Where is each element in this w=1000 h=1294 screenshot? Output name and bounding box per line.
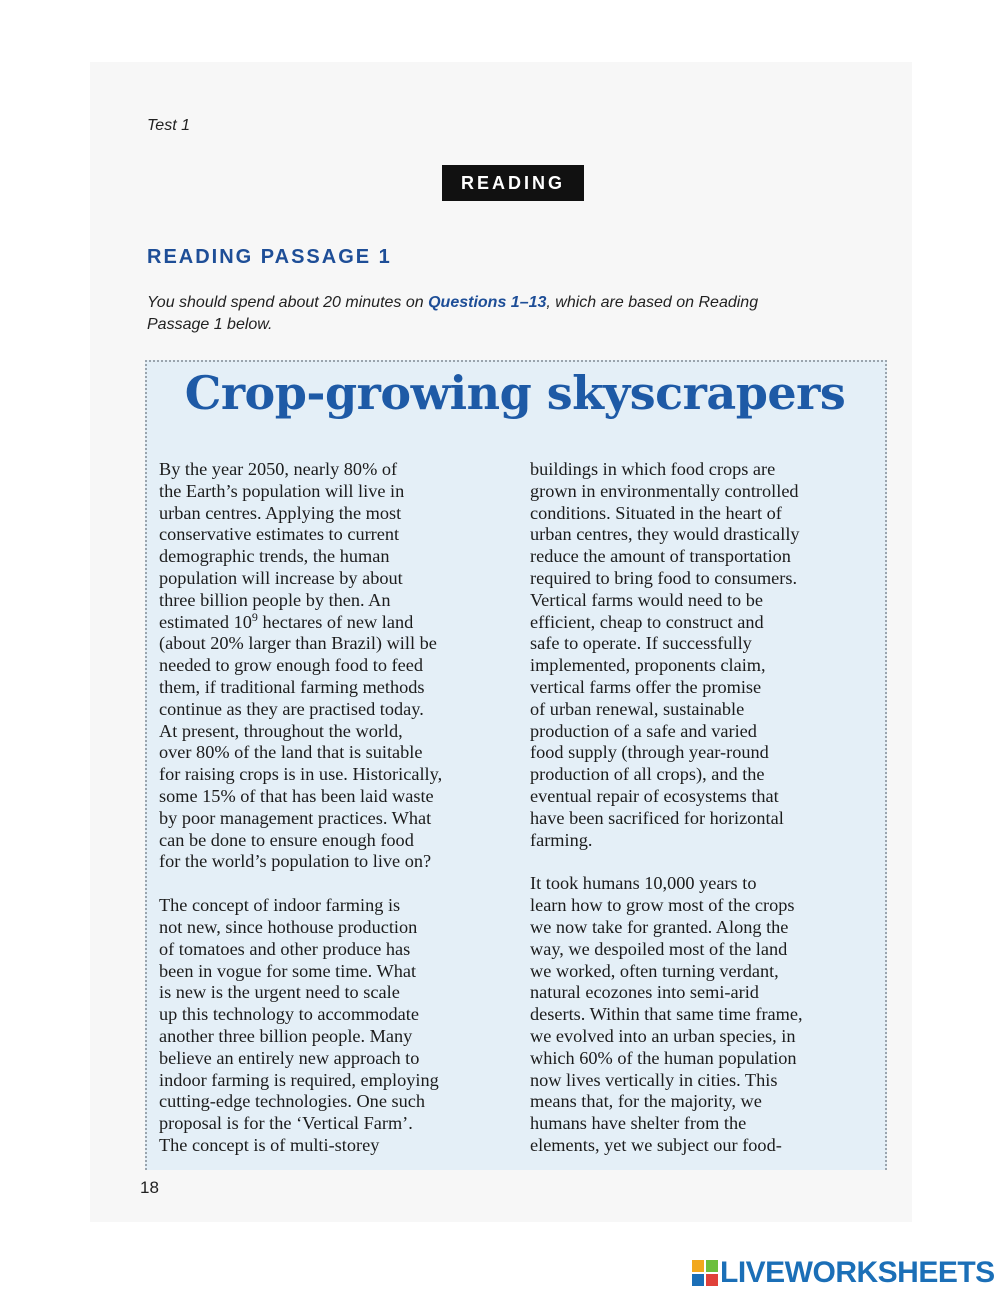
- text-line: conservative estimates to current: [159, 524, 400, 545]
- text-line: the Earth’s population will live in: [159, 480, 405, 501]
- text-line: reduce the amount of transportation: [530, 546, 791, 567]
- section-label-box: [442, 165, 584, 201]
- logo-square: [692, 1260, 704, 1272]
- questions-link: Questions 1–13: [428, 294, 547, 311]
- paragraph-break: [530, 851, 875, 873]
- text-line: them, if traditional farming methods: [159, 676, 425, 697]
- text-line: grown in environmentally controlled: [530, 480, 799, 501]
- text-line: needed to grow enough food to feed: [159, 655, 423, 676]
- text-line: Vertical farms would need to be: [530, 589, 764, 610]
- text-line: three billion people by then. An: [159, 589, 391, 610]
- article-right-column: [530, 459, 875, 1157]
- text-line: of urban renewal, sustainable: [530, 698, 745, 719]
- text-line: estimated $10^9$ hectares of new land: [159, 609, 414, 632]
- text-line: population will increase by about: [159, 567, 403, 588]
- text-line: some 15% of that has been laid waste: [159, 785, 434, 806]
- text-line: elements, yet we subject our food-: [530, 1134, 782, 1155]
- text-line: natural ecozones into semi-arid: [530, 982, 759, 1003]
- text-line: of tomatoes and other produce has: [159, 938, 411, 959]
- article-left-column: [159, 459, 511, 1157]
- logo-text: LIVEWORKSHEETS: [720, 1256, 995, 1289]
- text-line: farming.: [530, 829, 593, 850]
- text-line: which 60% of the human population: [530, 1047, 797, 1068]
- text-line: implemented, proponents claim,: [530, 655, 766, 676]
- text-line: production of a safe and varied: [530, 720, 757, 741]
- text-line: production of all crops), and the: [530, 764, 765, 785]
- text-line: safe to operate. If successfully: [530, 633, 752, 654]
- text-line: means that, for the majority, we: [530, 1091, 762, 1112]
- page-number: 18: [140, 1178, 159, 1197]
- text-line: for the world’s population to live on?: [159, 851, 432, 872]
- text-line: It took humans 10,000 years to: [530, 873, 757, 894]
- instructions-line-2: Passage 1 below.: [147, 316, 273, 333]
- text-line: is new is the urgent need to scale: [159, 982, 400, 1003]
- text-line: demographic trends, the human: [159, 546, 390, 567]
- article-title: Crop-growing skyscrapers: [184, 366, 846, 420]
- text-line: believe an entirely new approach to: [159, 1047, 420, 1068]
- instructions: [147, 292, 887, 336]
- text-line: another three billion people. Many: [159, 1025, 413, 1046]
- text-line: vertical farms offer the promise: [530, 676, 762, 697]
- logo-square: [706, 1274, 718, 1286]
- text-line: by poor management practices. What: [159, 807, 432, 828]
- text-line: learn how to grow most of the crops: [530, 895, 795, 916]
- text-line: for raising crops is in use. Historically,: [159, 764, 443, 785]
- text-line: proposal is for the ‘Vertical Farm’.: [159, 1113, 413, 1134]
- text-line: eventual repair of ecosystems that: [530, 785, 779, 806]
- test-label: Test 1: [147, 117, 190, 134]
- text-line: efficient, cheap to construct and: [530, 611, 764, 632]
- text-line: we worked, often turning verdant,: [530, 960, 779, 981]
- instructions-text: You should spend about 20 minutes on: [147, 294, 429, 311]
- text-line: By the year 2050, nearly 80% of: [159, 459, 398, 479]
- text-line: not new, since hothouse production: [159, 916, 418, 937]
- text-line: we evolved into an urban species, in: [530, 1025, 796, 1046]
- text-line: required to bring food to consumers.: [530, 567, 798, 588]
- text-line: urban centres, they would drastically: [530, 524, 800, 545]
- passage-heading: READING PASSAGE 1: [147, 246, 392, 268]
- text-line: way, we despoiled most of the land: [530, 938, 788, 959]
- text-line: food supply (through year-round: [530, 742, 769, 763]
- text-line: The concept of indoor farming is: [159, 895, 401, 916]
- text-line: buildings in which food crops are: [530, 459, 776, 479]
- text-line: continue as they are practised today.: [159, 698, 424, 719]
- text-line: been in vogue for some time. What: [159, 960, 417, 981]
- text-line: indoor farming is required, employing: [159, 1069, 439, 1090]
- text-line: The concept is of multi-storey: [159, 1134, 380, 1155]
- section-label: READING: [460, 172, 565, 193]
- text-line: urban centres. Applying the most: [159, 502, 402, 523]
- paragraph-break: [159, 873, 511, 895]
- text-line: deserts. Within that same time frame,: [530, 1004, 803, 1025]
- text-line: over 80% of the land that is suitable: [159, 742, 423, 763]
- text-line: cutting-edge technologies. One such: [159, 1091, 426, 1112]
- liveworksheets-logo: [692, 1256, 995, 1290]
- text-line: humans have shelter from the: [530, 1113, 747, 1134]
- text-line: (about 20% larger than Brazil) will be: [159, 633, 437, 654]
- text-line: we now take for granted. Along the: [530, 916, 789, 937]
- text-line: can be done to ensure enough food: [159, 829, 414, 850]
- text-line: At present, throughout the world,: [159, 720, 403, 741]
- logo-square: [706, 1260, 718, 1272]
- text-line: up this technology to accommodate: [159, 1004, 419, 1025]
- text-line: now lives vertically in cities. This: [530, 1069, 778, 1090]
- instructions-text-end: , which are based on Reading: [546, 294, 759, 311]
- logo-square: [692, 1274, 704, 1286]
- text-line: conditions. Situated in the heart of: [530, 502, 782, 523]
- logo-icon: [692, 1260, 718, 1286]
- text-line: have been sacrificed for horizontal: [530, 807, 784, 828]
